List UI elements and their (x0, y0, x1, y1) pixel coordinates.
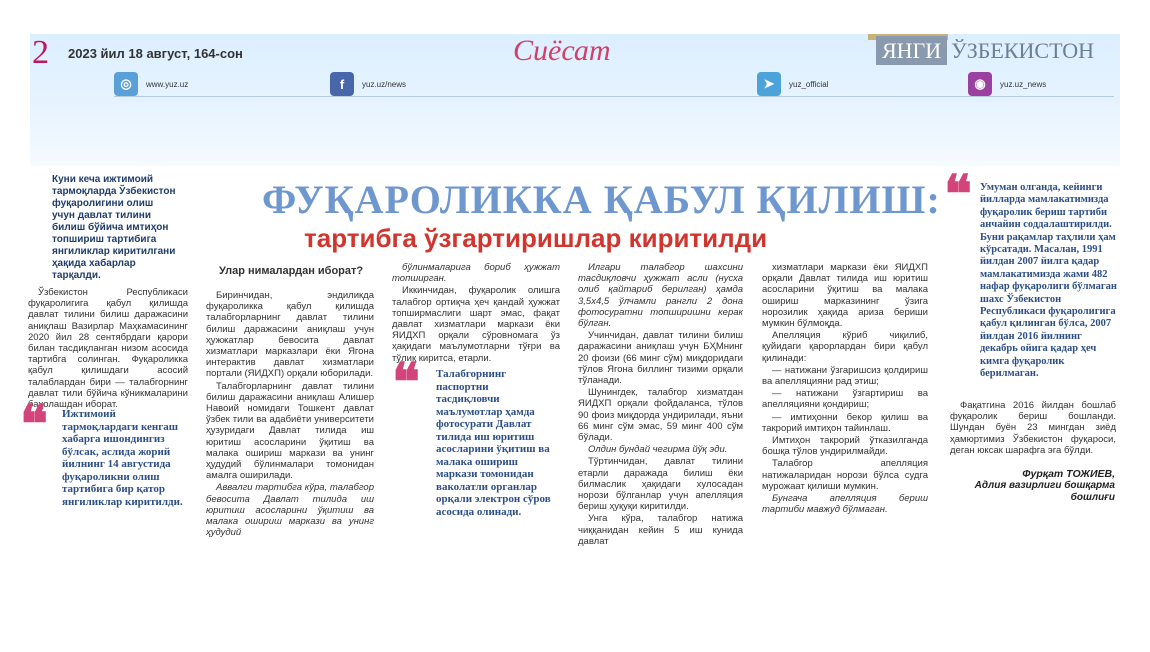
section-title: Сиёсат (513, 34, 611, 67)
social-facebook-label: yuz.uz/news (362, 79, 407, 89)
paragraph-italic: Олдин бундай чегирма йўқ эди. (588, 444, 728, 456)
column-5 (762, 262, 928, 516)
paragraph: Унга кўра, талабгор натижа чиққанидан кейин 5 иш кунида давлат (578, 513, 743, 547)
quote-mark-icon: ❝ (392, 355, 420, 412)
paragraph-italic: Илгари талабгор шахсини тасдиқловчи ҳужжат асли (нусха олиб қайтариб берилган) ҳамда 3,5х4,5 ўлчамли рангли 2 дона фотосуратни топширишни керак бўлган. (578, 262, 743, 330)
paragraph: Ўзбекистон Республикаси фуқаролигига қабул қилишда давлат тилини билиш даражасини аниқлаш Вазирлар Маҳкамасининг 2020 йил 28 сентябрдаги қарори билан тасдиқланган низом асосида тартибга солинган. Фуқароликка қабул қилишдаги асосий талаблардан бири — талабгорнинг давлат тили бўйича кўникмаларини баҳолашдан иборат. (28, 287, 188, 411)
telegram-icon: ➤ (757, 72, 781, 96)
author-signature (960, 468, 1115, 504)
newspaper-brand (876, 38, 1094, 64)
globe-icon: ◎ (114, 72, 138, 96)
paragraph: Фақатгина 2016 йилдан бошлаб фуқаролик бериш бошланди. Шундан буён 23 мингдан зиёд ҳамюртимиз Ўзбекистон фуқароси, деган юксак шарафга эга бўлди. (950, 400, 1116, 456)
social-telegram-label: yuz_official (789, 79, 829, 89)
paragraph: Учинчидан, давлат тилини билиш даражасини аниқлаш учун БҲМнинг 20 фоизи (66 минг сўм) миқдоридаги тўлов Ягона биллинг тизими орқали тўланади. (578, 330, 743, 387)
brand-part-1: ЯНГИ (876, 36, 947, 65)
article-headline: ФУҚАРОЛИККА ҚАБУЛ ҚИЛИШ: (262, 177, 941, 222)
paragraph: Иккинчидан, фуқаролик олишга талабгор ортиқча ҳеч қандай ҳужжат топширмаслиги шарт эмас, фақат давлат хизматлари маркази ёки ЯИДХП орқали сўровномага ўз ҳақидаги маълумотларни тўғри ва тўлиқ киритса, етарли. (392, 285, 560, 364)
page-header (30, 34, 1120, 166)
pull-quote-1: Ижтимоий тармоқлардаги кенгаш хабарга ишондингиз бўлсак, аслида жорий йилнинг 14 августида фуқароликни олиш тартибига бир қатор янгиликлар киритилди. (62, 408, 183, 508)
author-role: Адлия вазирлиги бошқарма бошлиғи (974, 480, 1115, 503)
author-name: Фурқат ТОЖИЕВ, (1022, 468, 1115, 480)
social-telegram[interactable] (757, 70, 828, 98)
paragraph-italic: Аввалги тартибга кўра, талабгор бевосита Давлат тилида иш юритиш асосларини ўқитиш ва малака ошириш маркази ва унинг ҳудудий (206, 482, 374, 539)
paragraph: Биринчидан, эндиликда фуқароликка қабул қилишда талабгорларнинг давлат тилини билиш даражасини аниқлаш учун ҳужжатлар бевосита давлат хизматлари марказлари ёки Ягона интерактив давлат хизматлари портали (ЯИДХП) орқали юборилади. (206, 290, 374, 380)
instagram-icon: ◉ (968, 72, 992, 96)
paragraph: Шунингдек, талабгор хизматдан ЯИДХП орқали фойдаланса, тўлов 90 фоиз миқдорда ундирилади, яъни 66 минг сўм эмас, 59 минг 400 сўм бўлади. (578, 387, 743, 444)
social-website[interactable] (114, 70, 188, 98)
quote-mark-icon: ❝ (944, 167, 972, 224)
article-lead: Куни кеча ижтимоий тармоқларда Ўзбекистон фуқаролигини олиш учун давлат тилини билиш бўйича имтиҳон топшириш тартибига янгиликлар киритилгани ҳақида хабарлар тарқалди. (52, 174, 176, 281)
quote-mark-icon: ❝ (20, 397, 48, 454)
header-divider (114, 96, 1114, 97)
paragraph: — натижани ўзгартириш ва апелляцияни қондириш; (762, 388, 928, 411)
column-4 (578, 262, 743, 548)
social-website-label: www.yuz.uz (146, 79, 189, 89)
column-6 (950, 400, 1116, 457)
paragraph: хизматлари маркази ёки ЯИДХП орқали Давлат тилида иш юритиш асосларини ўқитиш ва малака ошириш марказининг ўзига норозилик ҳақида ариза бериши мумкин бўлмоқда. (762, 262, 928, 330)
paragraph: — имтиҳонни бекор қилиш ва такрорий имтиҳон тайинлаш. (762, 411, 928, 434)
social-instagram-label: yuz.uz_news (1000, 79, 1047, 89)
paragraph: Талабгор апелляция натижаларидан норози бўлса судга мурожаат қилиши мумкин. (762, 458, 928, 492)
paragraph-italic: Бунгача апелляция бериш тартиби мавжуд бўлмаган. (762, 493, 928, 516)
column-3 (392, 262, 560, 365)
pull-quote-2: Талабгорнинг паспортни тасдиқловчи маълумотлар ҳамда фотосурати Давлат тилида иш юритиш асосларини ўқитиш ва малака ошириш маркази томонидан ваколатли органлар орқали электрон сўров асосида олинади. (436, 368, 551, 518)
article-subheadline: тартибга ўзгартиришлар киритилди (304, 223, 768, 253)
paragraph: Имтиҳон такрорий ўтказилганда бошқа тўлов ундирилмайди. (762, 435, 928, 458)
paragraph: Апелляция кўриб чиқилиб, қуйидаги қарорлардан бири қабул қилинади: (762, 330, 928, 364)
social-instagram[interactable] (968, 70, 1046, 98)
brand-part-2: ЎЗБЕКИСТОН (951, 38, 1094, 63)
social-facebook[interactable] (330, 70, 406, 98)
paragraph: — натижани ўзгаришсиз қолдириш ва апелляцияни рад этиш; (762, 364, 928, 388)
paragraph-italic: бўлинмаларига бориб ҳужжат топширган. (392, 262, 560, 285)
paragraph: Талабгорларнинг давлат тилини билиш даражасини аниқлаш Алишер Навоий номидаги Тошкент давлат ўзбек тили ва адабиёти университети ҳузуридаги Давлат тилида иш юритиш асосларини ўқитиш ва малака ошириш маркази ва унинг ҳудудий бўлинмалари томонидан амалга оширилади. (206, 380, 374, 482)
facebook-icon: f (330, 72, 354, 96)
column-2 (206, 290, 374, 539)
section-question: Улар нималардан иборат? (219, 265, 364, 277)
page-number: 2 (32, 34, 49, 71)
pull-quote-3: Умуман олганда, кейинги йилларда мамлакатимизда фуқаролик бериш тартиби анчайин соддалаштирилди. Буни рақамлар таҳлили ҳам кўрсатади. Масалан, 1991 йилдан 2007 йилга қадар мамлакатимизда жами 482 нафар фуқаролиги бўлмаган шахс Ўзбекистон Республикаси фуқаролигига қабул қилинган бўлса, 2007 йилдан 2016 йилнинг декабрь ойига қадар ҳеч кимга фуқаролик берилмаган. (980, 182, 1117, 380)
issue-date: 2023 йил 18 август, 164-сон (68, 46, 243, 61)
column-1 (28, 287, 188, 411)
paragraph: Тўртинчидан, давлат тилини етарли даражада билиш ёки билмаслик ҳақидаги хулосадан норози бўлганлар учун апелляция бериш ҳуқуқи киритилди. (578, 456, 743, 513)
